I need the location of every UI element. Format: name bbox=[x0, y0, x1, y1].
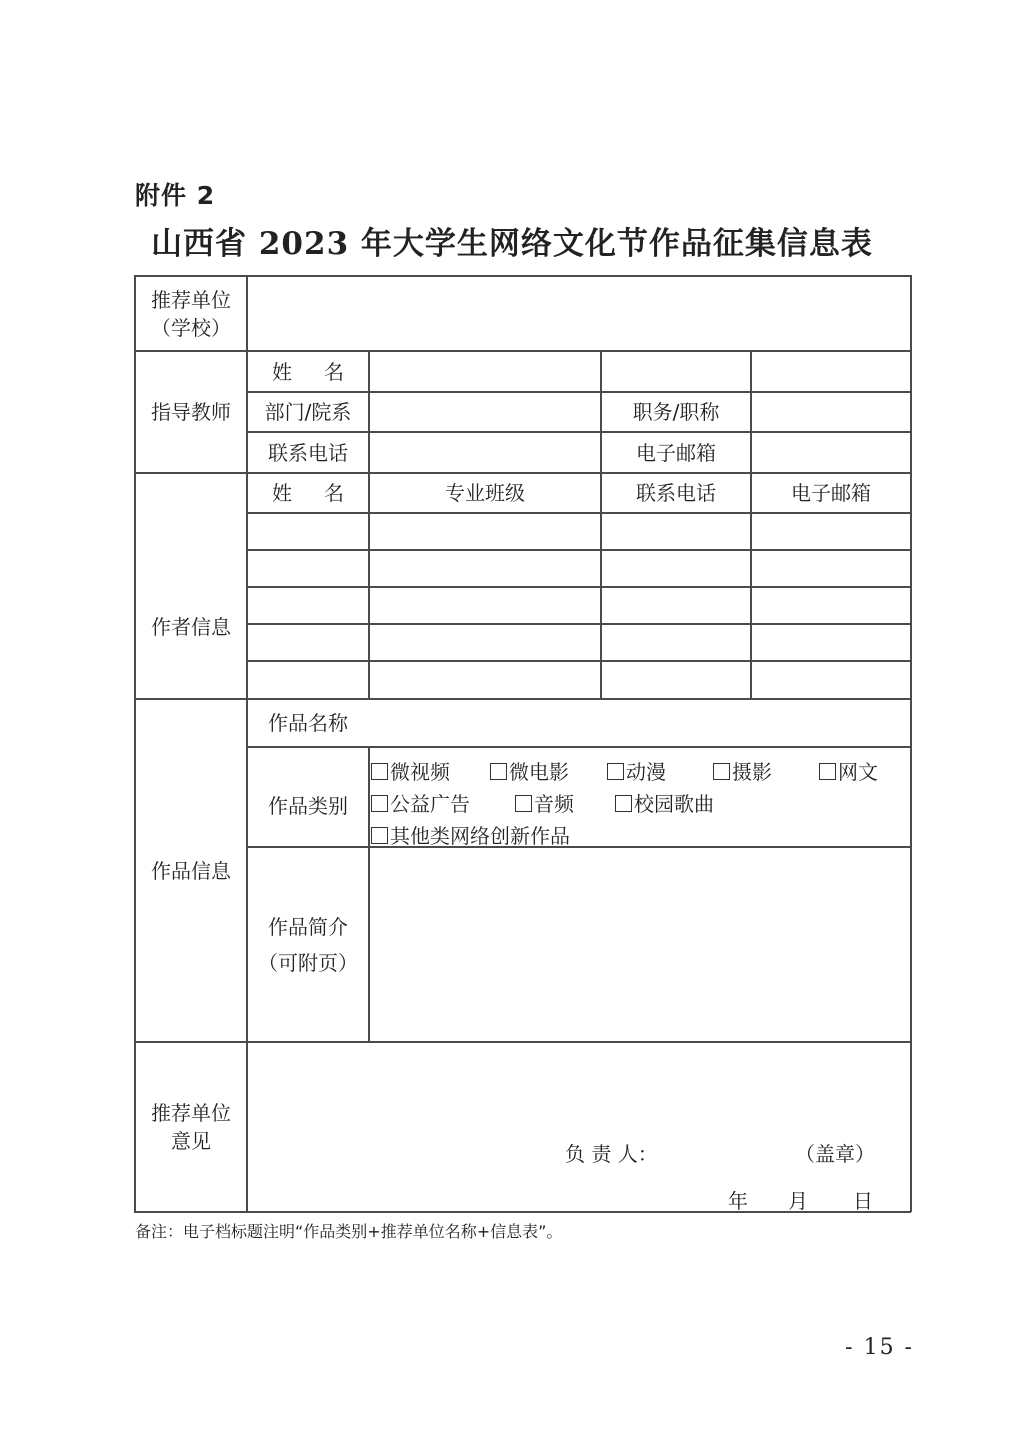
category-option[interactable] bbox=[515, 788, 574, 817]
checkbox-icon[interactable] bbox=[490, 763, 507, 780]
category-option-label: 动漫 bbox=[626, 760, 666, 784]
author-col-phone: 联系电话 bbox=[636, 481, 716, 505]
attachment-label: 附件 2 bbox=[135, 181, 216, 210]
footnote: 备注：电子档标题注明“作品类别+推荐单位名称+信息表”。 bbox=[135, 1222, 563, 1241]
category-option[interactable] bbox=[713, 756, 772, 785]
category-option-label: 校园歌曲 bbox=[634, 792, 714, 816]
work-intro-label-line1: 作品简介 bbox=[268, 914, 348, 939]
table-border-right bbox=[910, 275, 912, 1212]
teacher-name-field[interactable] bbox=[370, 352, 600, 391]
category-option-label: 微视频 bbox=[390, 760, 450, 784]
checkbox-icon[interactable] bbox=[515, 795, 532, 812]
teacher-name-label-text: 姓名 bbox=[272, 359, 376, 384]
date-month-label: 月 bbox=[788, 1189, 808, 1213]
work-section-label: 作品信息 bbox=[151, 858, 231, 883]
date-year-label: 年 bbox=[728, 1189, 748, 1213]
opinion-section-label bbox=[136, 1043, 246, 1211]
category-option-label: 音频 bbox=[534, 792, 574, 816]
checkbox-icon[interactable] bbox=[371, 763, 388, 780]
teacher-phone-field[interactable] bbox=[370, 433, 600, 472]
checkbox-icon[interactable] bbox=[819, 763, 836, 780]
category-option-label: 微电影 bbox=[509, 760, 569, 784]
teacher-email-label: 电子邮箱 bbox=[636, 440, 716, 465]
category-option-label: 网文 bbox=[838, 760, 878, 784]
recommend-unit-label-line1: 推荐单位 bbox=[151, 287, 231, 312]
category-option[interactable] bbox=[615, 788, 714, 817]
teacher-phone-label: 联系电话 bbox=[268, 440, 348, 465]
author-section-label: 作者信息 bbox=[151, 615, 231, 639]
category-option[interactable] bbox=[490, 756, 569, 785]
work-intro-label-line2: （可附页） bbox=[258, 950, 358, 975]
recommend-unit-field[interactable] bbox=[248, 277, 910, 350]
teacher-dept-label: 部门/院系 bbox=[264, 400, 352, 424]
date-day-label: 日 bbox=[853, 1189, 873, 1213]
work-intro-label bbox=[248, 848, 368, 1041]
work-category-label: 作品类别 bbox=[268, 794, 348, 818]
category-option[interactable] bbox=[819, 756, 878, 785]
category-option[interactable] bbox=[371, 756, 450, 785]
page-number: - 15 - bbox=[845, 1335, 914, 1360]
author-col-major: 专业班级 bbox=[445, 481, 525, 505]
opinion-field[interactable] bbox=[248, 1043, 910, 1211]
table-row[interactable] bbox=[248, 662, 910, 698]
work-name-field[interactable] bbox=[370, 700, 910, 746]
checkbox-icon[interactable] bbox=[615, 795, 632, 812]
checkbox-icon[interactable] bbox=[713, 763, 730, 780]
teacher-dept-field[interactable] bbox=[370, 393, 600, 431]
author-col-email: 电子邮箱 bbox=[791, 481, 871, 505]
category-option-label: 公益广告 bbox=[390, 792, 470, 816]
opinion-section-label-line1: 推荐单位 bbox=[151, 1101, 231, 1125]
category-option[interactable] bbox=[371, 788, 470, 817]
work-intro-field[interactable] bbox=[370, 848, 910, 1041]
checkbox-icon[interactable] bbox=[371, 795, 388, 812]
category-option[interactable] bbox=[607, 756, 666, 785]
checkbox-icon[interactable] bbox=[607, 763, 624, 780]
table-row[interactable] bbox=[248, 625, 910, 660]
opinion-section-label-line2: 意见 bbox=[171, 1129, 211, 1153]
table-row[interactable] bbox=[248, 551, 910, 586]
recommend-unit-label-line2: （学校） bbox=[151, 315, 231, 340]
author-col-name-text: 姓名 bbox=[272, 481, 376, 505]
teacher-name-label bbox=[248, 352, 376, 391]
responsible-person-label: 负 责 人： bbox=[565, 1142, 658, 1166]
page-title: 山西省 2023 年大学生网络文化节作品征集信息表 bbox=[151, 226, 873, 262]
seal-label: （盖章） bbox=[795, 1142, 875, 1166]
author-col-name bbox=[248, 474, 376, 512]
table-row[interactable] bbox=[248, 588, 910, 623]
table-row[interactable] bbox=[248, 514, 910, 549]
teacher-title-field[interactable] bbox=[752, 393, 910, 431]
category-option-label: 其他类网络创新作品 bbox=[390, 824, 570, 848]
teacher-section-label: 指导教师 bbox=[151, 400, 231, 424]
checkbox-icon[interactable] bbox=[371, 827, 388, 844]
category-option[interactable] bbox=[371, 820, 570, 849]
category-option-label: 摄影 bbox=[732, 760, 772, 784]
teacher-email-field[interactable] bbox=[752, 433, 910, 472]
recommend-unit-label bbox=[136, 277, 246, 350]
teacher-title-label: 职务/职称 bbox=[632, 400, 720, 424]
work-name-label: 作品名称 bbox=[268, 711, 348, 735]
